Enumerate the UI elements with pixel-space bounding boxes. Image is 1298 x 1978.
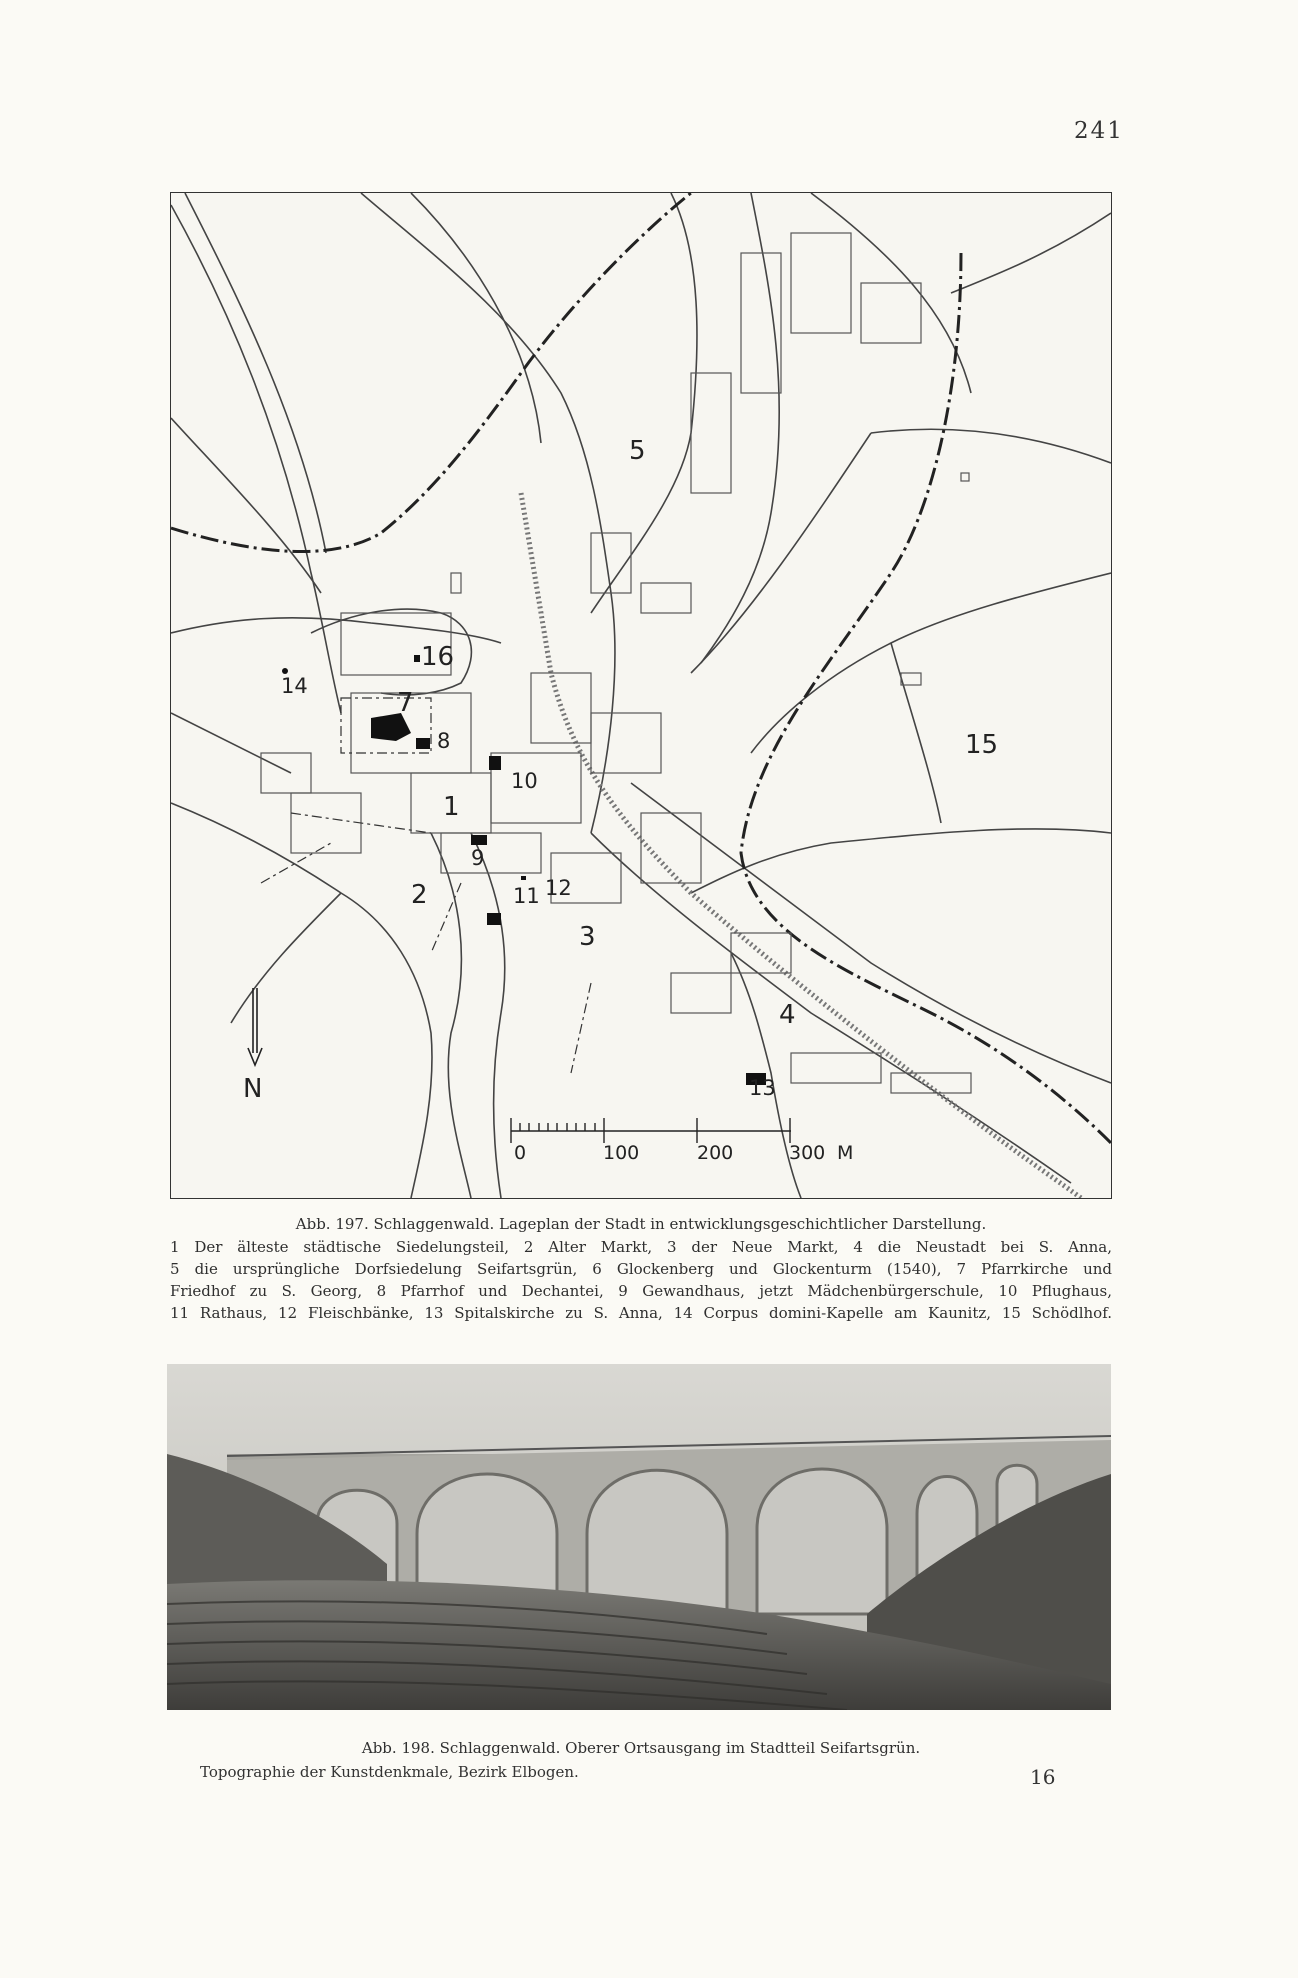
map-label: 4 [779, 1000, 796, 1030]
figure-198-caption-title: Abb. 198. Schlaggenwald. Oberer Ortsausgang im Stadtteil Seifartsgrün. [361, 1739, 921, 1757]
scale-label: 300 [789, 1142, 826, 1164]
town-plan-map [170, 192, 1112, 1199]
map-label: 9 [471, 846, 485, 870]
map-label: 2 [411, 880, 428, 910]
scale-label: 100 [603, 1142, 640, 1164]
figure-197-caption-title: Abb. 197. Schlaggenwald. Lageplan der Stadt in entwicklungsgeschichtlicher Darstellung. [295, 1215, 987, 1233]
legend-line: 11 Rathaus, 12 Fleischbänke, 13 Spitalskirche zu S. Anna, 14 Corpus domini-Kapelle am Kaunitz, 15 Schödlhof. [170, 1304, 1112, 1322]
legend-line: Friedhof zu S. Georg, 8 Pfarrhof und Dechantei, 9 Gewandhaus, jetzt Mädchenbürgerschule, 10 Pflughaus, [170, 1282, 1112, 1300]
map-label: 3 [579, 922, 596, 952]
map-label: 12 [545, 876, 572, 900]
scale-unit: M [837, 1142, 854, 1164]
legend-line: 5 die ursprüngliche Dorfsiedelung Seifartsgrün, 6 Glockenberg und Glockenturm (1540), 7 Pfarrkirche und [170, 1260, 1112, 1278]
figure-197-legend [170, 1236, 1112, 1324]
map-drawing [171, 193, 1111, 1198]
map-label: 7 [397, 688, 414, 718]
map-label: 10 [511, 769, 538, 793]
north-label: N [243, 1074, 263, 1104]
viaduct-photo-drawing [167, 1364, 1111, 1710]
legend-line: 1 Der älteste städtische Siedelungsteil, 2 Alter Markt, 3 der Neue Markt, 4 die Neustadt bei S. Anna, [170, 1238, 1112, 1256]
map-label: 15 [965, 730, 999, 760]
page-number: 241 [1074, 118, 1124, 144]
scale-label: 200 [697, 1142, 734, 1164]
viaduct-photo [167, 1364, 1111, 1710]
map-label: 14 [281, 674, 308, 698]
map-label: 5 [629, 436, 646, 466]
map-label: 13 [749, 1076, 776, 1100]
map-label: 1 [443, 792, 460, 822]
footer-source: Topographie der Kunstdenkmale, Bezirk Elbogen. [200, 1763, 579, 1781]
map-label: 16 [421, 642, 455, 672]
scale-label: 0 [514, 1142, 527, 1164]
map-label: 8 [437, 729, 451, 753]
signature-number: 16 [1030, 1765, 1056, 1789]
map-label: 11 [513, 884, 540, 908]
